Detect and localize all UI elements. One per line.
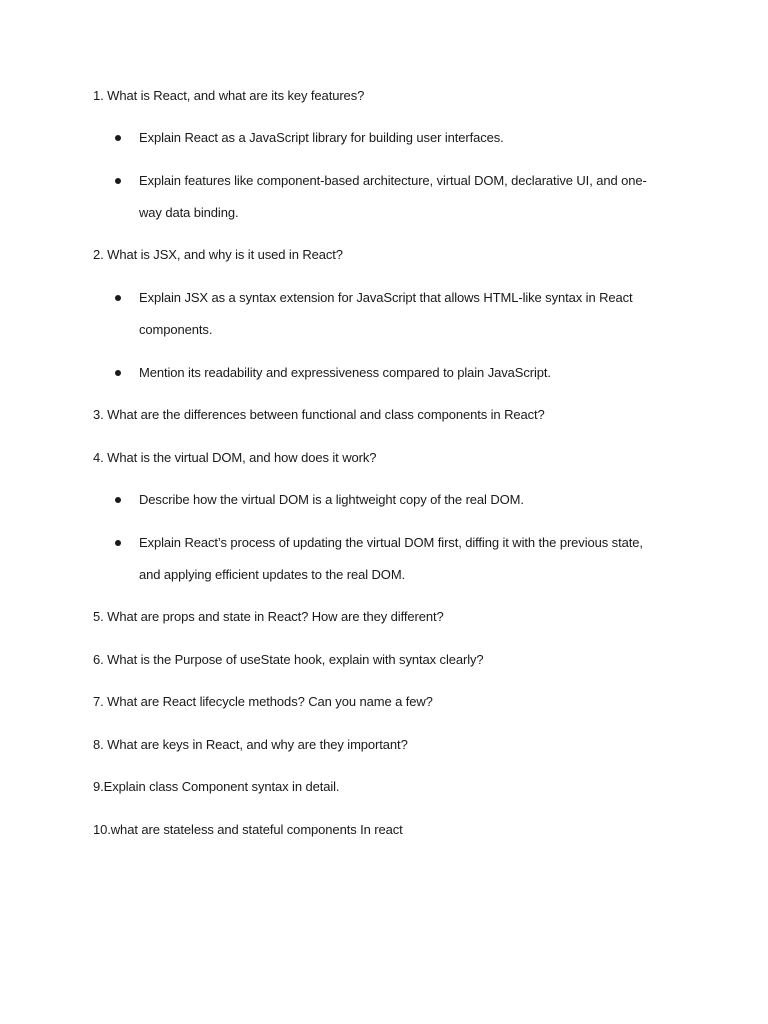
bullet-4-1: Describe how the virtual DOM is a lightweight copy of the real DOM. [139,492,524,507]
bullet-4-2-line-1: Explain React’s process of updating the virtual DOM first, diffing it with the previous state, [139,535,643,550]
bullet-2-2: Mention its readability and expressiveness compared to plain JavaScript. [139,365,551,380]
question-10: 10.what are stateless and stateful components In react [93,822,403,837]
question-7: 7. What are React lifecycle methods? Can you name a few? [93,694,433,709]
question-8: 8. What are keys in React, and why are they important? [93,737,408,752]
question-3: 3. What are the differences between functional and class components in React? [93,407,545,422]
question-6: 6. What is the Purpose of useState hook, explain with syntax clearly? [93,652,484,667]
question-2: 2. What is JSX, and why is it used in React? [93,247,343,262]
bullet-1-2-line-2: way data binding. [139,205,239,220]
bullet-4-2-line-2: and applying efficient updates to the real DOM. [139,567,406,582]
bullet-2-1-line-1: Explain JSX as a syntax extension for JavaScript that allows HTML-like syntax in React [139,290,633,305]
bullet-dot [115,497,121,503]
question-4: 4. What is the virtual DOM, and how does it work? [93,450,377,465]
bullet-2-1-line-2: components. [139,322,213,337]
bullet-dot [115,135,121,141]
bullet-1-1: Explain React as a JavaScript library for building user interfaces. [139,130,504,145]
bullet-dot [115,370,121,376]
question-1: 1. What is React, and what are its key features? [93,88,365,103]
bullet-dot [115,178,121,184]
bullet-1-2-line-1: Explain features like component-based architecture, virtual DOM, declarative UI, and one- [139,173,647,188]
question-5: 5. What are props and state in React? How are they different? [93,609,444,624]
bullet-dot [115,295,121,301]
question-9: 9.Explain class Component syntax in detail. [93,779,340,794]
bullet-dot [115,540,121,546]
